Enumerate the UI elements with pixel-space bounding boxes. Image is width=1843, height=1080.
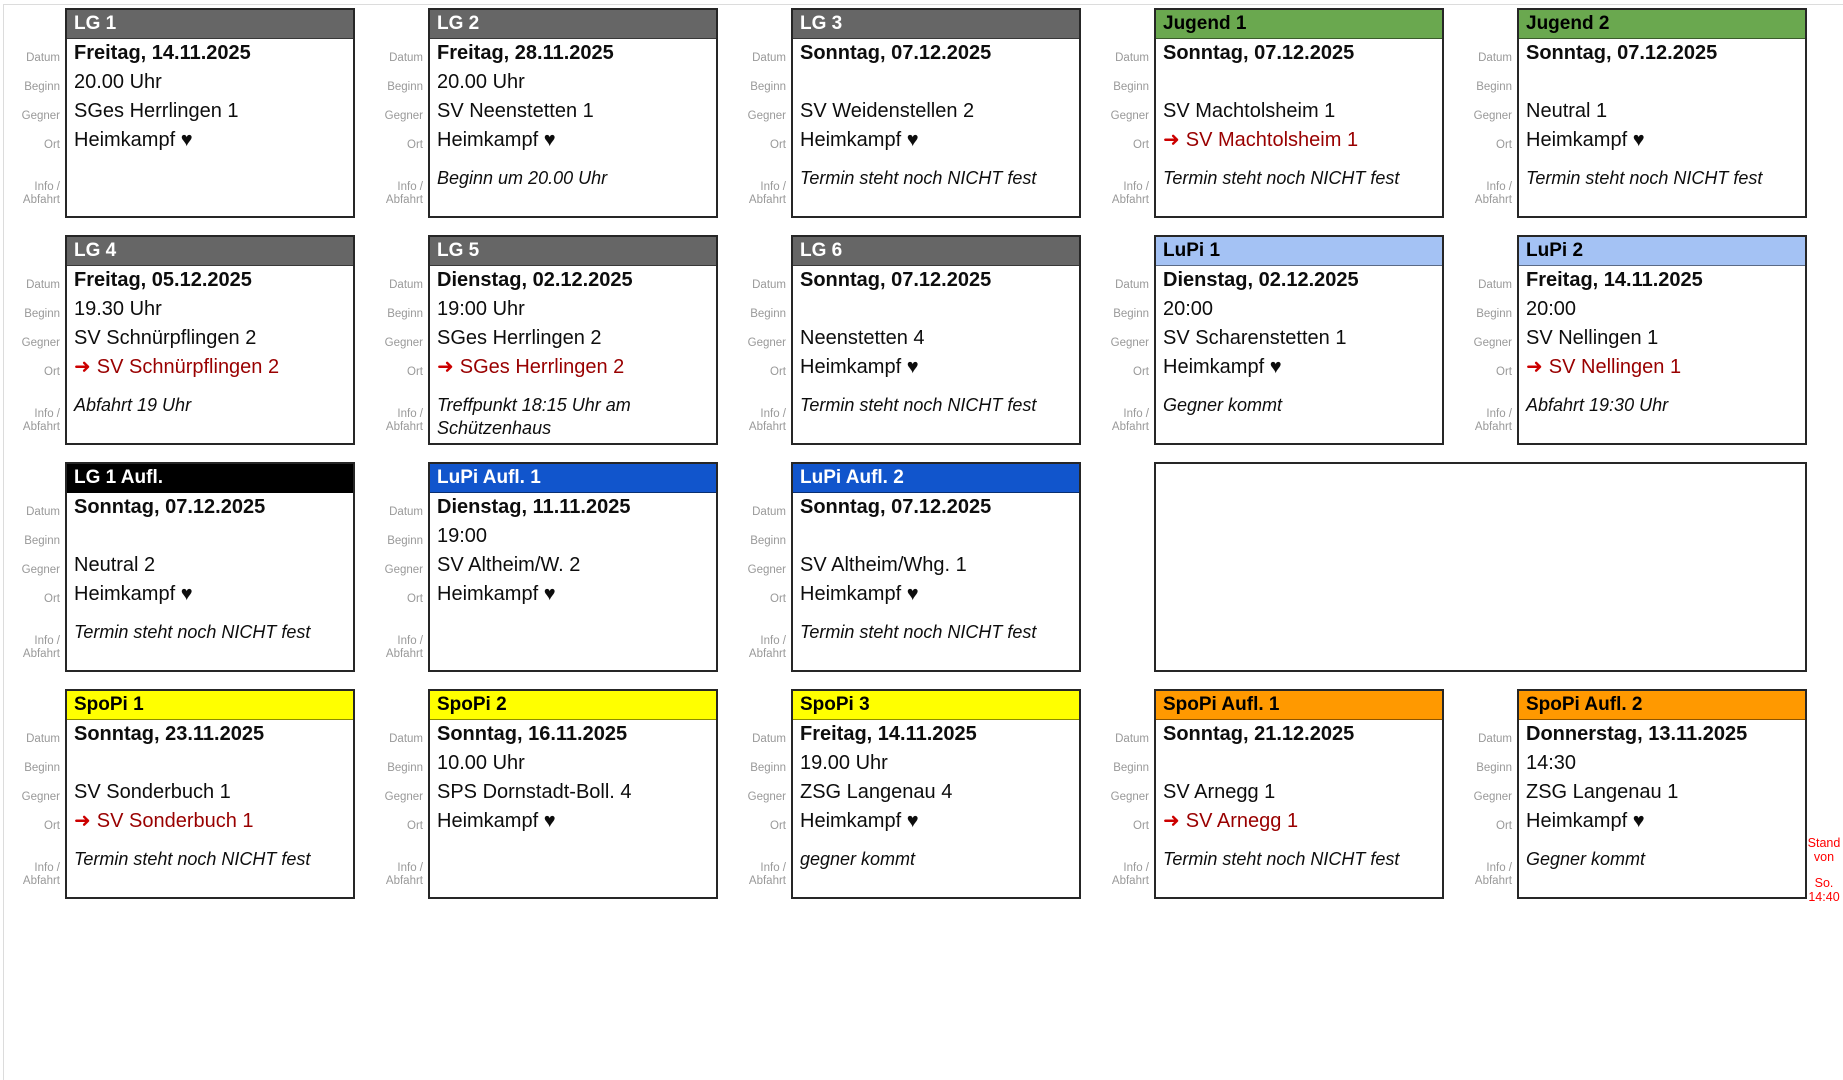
- stand-note-line: Stand: [1807, 836, 1841, 850]
- card-info-value: Termin steht noch NICHT fest: [1163, 168, 1400, 188]
- label-ort: Ort: [1133, 139, 1149, 151]
- label-info-abfahrt: Info / Abfahrt: [1111, 408, 1149, 433]
- label-info-abfahrt: Info / Abfahrt: [1111, 862, 1149, 887]
- label-info-abfahrt: Info / Abfahrt: [385, 181, 423, 206]
- team-card: [791, 8, 1081, 218]
- label-beginn: Beginn: [387, 81, 423, 93]
- stand-note: [1806, 836, 1842, 904]
- label-datum: Datum: [1478, 52, 1512, 64]
- label-datum: Datum: [26, 506, 60, 518]
- card-beginn-value: 20.00 Uhr: [437, 71, 525, 93]
- stand-note-line: von: [1813, 850, 1835, 864]
- away-arrow-icon: ➜: [437, 356, 454, 378]
- card-datum-value: Freitag, 14.11.2025: [800, 723, 977, 745]
- card-gegner-value: Neutral 2: [74, 554, 156, 576]
- stand-note-line: 14:40: [1808, 890, 1840, 904]
- label-beginn: Beginn: [24, 308, 60, 320]
- label-datum: Datum: [389, 279, 423, 291]
- card-ort-value: Heimkampf ♥: [74, 129, 193, 151]
- label-gegner: Gegner: [747, 564, 786, 576]
- card-datum-value: Sonntag, 21.12.2025: [1163, 723, 1355, 745]
- card-datum-value: Freitag, 14.11.2025: [74, 42, 251, 64]
- away-arrow-icon: ➜: [1526, 356, 1543, 378]
- card-beginn-value: [793, 68, 1079, 97]
- card-datum-value: Sonntag, 07.12.2025: [1526, 42, 1718, 64]
- card-title: LuPi Aufl. 2: [793, 464, 1079, 493]
- card-row-labels: [1452, 689, 1517, 899]
- card-row-labels: [726, 8, 791, 218]
- card-info-value: Abfahrt 19:30 Uhr: [1526, 395, 1669, 415]
- card-beginn-value: 19.30 Uhr: [74, 298, 162, 320]
- label-info-abfahrt: Info / Abfahrt: [748, 408, 786, 433]
- card-row-labels: [363, 235, 428, 445]
- label-beginn: Beginn: [24, 535, 60, 547]
- card-row-labels: [0, 8, 65, 218]
- label-info-abfahrt: Info / Abfahrt: [385, 408, 423, 433]
- label-gegner: Gegner: [21, 337, 60, 349]
- label-datum: Datum: [1478, 279, 1512, 291]
- card-info-value: Gegner kommt: [1163, 395, 1283, 415]
- empty-card-slot: [1154, 462, 1807, 672]
- card-beginn-value: 14:30: [1526, 752, 1577, 774]
- label-info-abfahrt: Info / Abfahrt: [385, 635, 423, 660]
- card-gegner-value: SPS Dornstadt-Boll. 4: [437, 781, 632, 803]
- label-gegner: Gegner: [1110, 337, 1149, 349]
- label-ort: Ort: [407, 366, 423, 378]
- card-ort-value: ➜ SV Sonderbuch 1: [74, 810, 254, 832]
- label-ort: Ort: [770, 593, 786, 605]
- away-arrow-icon: ➜: [1163, 129, 1180, 151]
- card-info-value: Treffpunkt 18:15 Uhr am Schützenhaus: [437, 395, 631, 438]
- card-gegner-value: SV Machtolsheim 1: [1163, 100, 1336, 122]
- label-beginn: Beginn: [387, 308, 423, 320]
- label-datum: Datum: [26, 733, 60, 745]
- label-ort: Ort: [44, 139, 60, 151]
- card-ort-value: Heimkampf ♥: [74, 583, 193, 605]
- card-info-value: Gegner kommt: [1526, 849, 1646, 869]
- card-info-value: Termin steht noch NICHT fest: [800, 622, 1037, 642]
- card-ort-value: ➜ SV Arnegg 1: [1163, 810, 1299, 832]
- label-datum: Datum: [389, 52, 423, 64]
- card-row-labels: [1452, 235, 1517, 445]
- card-ort-value: Heimkampf ♥: [437, 810, 556, 832]
- stand-note-line: So.: [1814, 876, 1834, 890]
- card-title: LG 1 Aufl.: [67, 464, 353, 493]
- card-ort-value: Heimkampf ♥: [1163, 356, 1282, 378]
- label-info-abfahrt: Info / Abfahrt: [22, 181, 60, 206]
- card-ort-value: ➜ SV Machtolsheim 1: [1163, 129, 1359, 151]
- card-ort-value: ➜ SV Nellingen 1: [1526, 356, 1682, 378]
- card-ort-value: Heimkampf ♥: [437, 129, 556, 151]
- label-beginn: Beginn: [387, 535, 423, 547]
- label-ort: Ort: [407, 820, 423, 832]
- label-datum: Datum: [389, 506, 423, 518]
- card-row-labels: [0, 689, 65, 899]
- card-info-value: [430, 609, 716, 670]
- card-ort-value: ➜ SV Schnürpflingen 2: [74, 356, 280, 378]
- label-gegner: Gegner: [1110, 110, 1149, 122]
- label-gegner: Gegner: [1110, 791, 1149, 803]
- label-info-abfahrt: Info / Abfahrt: [748, 635, 786, 660]
- card-title: LG 5: [430, 237, 716, 266]
- label-ort: Ort: [44, 366, 60, 378]
- card-datum-value: Sonntag, 07.12.2025: [74, 496, 266, 518]
- card-info-value: Termin steht noch NICHT fest: [74, 849, 311, 869]
- card-gegner-value: Neutral 1: [1526, 100, 1608, 122]
- card-beginn-value: 19:00: [437, 525, 488, 547]
- team-card: [65, 462, 355, 672]
- card-row-labels: [1089, 689, 1154, 899]
- label-beginn: Beginn: [1113, 308, 1149, 320]
- card-title: SpoPi 3: [793, 691, 1079, 720]
- card-info-value: Termin steht noch NICHT fest: [800, 168, 1037, 188]
- card-gegner-value: SV Altheim/Whg. 1: [800, 554, 967, 576]
- team-card: [65, 8, 355, 218]
- label-datum: Datum: [389, 733, 423, 745]
- card-row-labels: [1089, 8, 1154, 218]
- card-gegner-value: SGes Herrlingen 2: [437, 327, 602, 349]
- card-info-value: Termin steht noch NICHT fest: [74, 622, 311, 642]
- card-title: Jugend 2: [1519, 10, 1805, 39]
- label-info-abfahrt: Info / Abfahrt: [748, 181, 786, 206]
- label-beginn: Beginn: [1476, 308, 1512, 320]
- label-ort: Ort: [770, 139, 786, 151]
- label-beginn: Beginn: [1476, 762, 1512, 774]
- label-info-abfahrt: Info / Abfahrt: [1111, 181, 1149, 206]
- label-ort: Ort: [44, 820, 60, 832]
- label-gegner: Gegner: [384, 791, 423, 803]
- card-beginn-value: 19:00 Uhr: [437, 298, 525, 320]
- card-row-labels: [726, 689, 791, 899]
- label-datum: Datum: [26, 279, 60, 291]
- label-gegner: Gegner: [21, 791, 60, 803]
- label-gegner: Gegner: [747, 110, 786, 122]
- team-card: [1517, 235, 1807, 445]
- team-card: [428, 689, 718, 899]
- card-datum-value: Sonntag, 07.12.2025: [800, 496, 992, 518]
- label-gegner: Gegner: [747, 791, 786, 803]
- card-beginn-value: 20:00: [1526, 298, 1577, 320]
- label-beginn: Beginn: [24, 81, 60, 93]
- card-row-labels: [363, 8, 428, 218]
- card-beginn-value: [1156, 68, 1442, 97]
- card-row-labels: [363, 462, 428, 672]
- card-gegner-value: SV Sonderbuch 1: [74, 781, 231, 803]
- card-row-labels: [726, 462, 791, 672]
- card-info-value: Termin steht noch NICHT fest: [1526, 168, 1763, 188]
- label-gegner: Gegner: [1473, 110, 1512, 122]
- team-card: [1154, 8, 1444, 218]
- team-card: [791, 462, 1081, 672]
- card-gegner-value: ZSG Langenau 1: [1526, 781, 1679, 803]
- label-ort: Ort: [1496, 366, 1512, 378]
- card-ort-value: Heimkampf ♥: [437, 583, 556, 605]
- card-row-labels: [1452, 8, 1517, 218]
- label-gegner: Gegner: [384, 110, 423, 122]
- card-ort-value: Heimkampf ♥: [800, 356, 919, 378]
- card-datum-value: Sonntag, 07.12.2025: [1163, 42, 1355, 64]
- card-row-labels: [363, 689, 428, 899]
- team-card: [428, 235, 718, 445]
- label-datum: Datum: [1115, 279, 1149, 291]
- card-title: SpoPi 1: [67, 691, 353, 720]
- card-ort-value: Heimkampf ♥: [800, 583, 919, 605]
- label-ort: Ort: [407, 593, 423, 605]
- card-datum-value: Freitag, 28.11.2025: [437, 42, 614, 64]
- card-beginn-value: 20.00 Uhr: [74, 71, 162, 93]
- label-info-abfahrt: Info / Abfahrt: [22, 862, 60, 887]
- card-info-value: Beginn um 20.00 Uhr: [437, 168, 608, 188]
- label-ort: Ort: [1133, 366, 1149, 378]
- card-info-value: gegner kommt: [800, 849, 916, 869]
- card-title: LG 2: [430, 10, 716, 39]
- label-ort: Ort: [44, 593, 60, 605]
- card-beginn-value: [1519, 68, 1805, 97]
- card-datum-value: Sonntag, 16.11.2025: [437, 723, 628, 745]
- label-datum: Datum: [1478, 733, 1512, 745]
- card-row-labels: [726, 235, 791, 445]
- label-ort: Ort: [1496, 820, 1512, 832]
- label-beginn: Beginn: [750, 308, 786, 320]
- card-title: LG 6: [793, 237, 1079, 266]
- label-gegner: Gegner: [747, 337, 786, 349]
- label-beginn: Beginn: [750, 535, 786, 547]
- label-gegner: Gegner: [1473, 791, 1512, 803]
- label-info-abfahrt: Info / Abfahrt: [1474, 408, 1512, 433]
- card-datum-value: Sonntag, 23.11.2025: [74, 723, 265, 745]
- team-card: [1154, 689, 1444, 899]
- label-datum: Datum: [26, 52, 60, 64]
- card-beginn-value: 10.00 Uhr: [437, 752, 525, 774]
- label-beginn: Beginn: [1113, 81, 1149, 93]
- label-datum: Datum: [752, 279, 786, 291]
- label-info-abfahrt: Info / Abfahrt: [1474, 181, 1512, 206]
- card-ort-value: Heimkampf ♥: [800, 810, 919, 832]
- card-beginn-value: [1156, 749, 1442, 778]
- label-info-abfahrt: Info / Abfahrt: [748, 862, 786, 887]
- card-beginn-value: 20:00: [1163, 298, 1214, 320]
- away-arrow-icon: ➜: [74, 810, 91, 832]
- label-datum: Datum: [752, 52, 786, 64]
- card-title: LG 3: [793, 10, 1079, 39]
- team-card: [791, 689, 1081, 899]
- label-datum: Datum: [1115, 52, 1149, 64]
- card-title: SpoPi 2: [430, 691, 716, 720]
- card-ort-value: Heimkampf ♥: [1526, 810, 1645, 832]
- card-gegner-value: SGes Herrlingen 1: [74, 100, 239, 122]
- label-datum: Datum: [1115, 733, 1149, 745]
- card-datum-value: Dienstag, 02.12.2025: [1163, 269, 1359, 291]
- card-datum-value: Freitag, 14.11.2025: [1526, 269, 1703, 291]
- card-gegner-value: SV Neenstetten 1: [437, 100, 594, 122]
- team-card: [65, 689, 355, 899]
- card-gegner-value: Neenstetten 4: [800, 327, 925, 349]
- team-card: [428, 462, 718, 672]
- card-gegner-value: SV Schnürpflingen 2: [74, 327, 257, 349]
- card-ort-value: Heimkampf ♥: [800, 129, 919, 151]
- card-info-value: Abfahrt 19 Uhr: [74, 395, 192, 415]
- card-datum-value: Donnerstag, 13.11.2025: [1526, 723, 1748, 745]
- card-beginn-value: [67, 749, 353, 778]
- card-info-value: Termin steht noch NICHT fest: [800, 395, 1037, 415]
- card-ort-value: Heimkampf ♥: [1526, 129, 1645, 151]
- card-gegner-value: SV Scharenstetten 1: [1163, 327, 1347, 349]
- card-beginn-value: [793, 522, 1079, 551]
- label-beginn: Beginn: [387, 762, 423, 774]
- away-arrow-icon: ➜: [1163, 810, 1180, 832]
- label-info-abfahrt: Info / Abfahrt: [22, 408, 60, 433]
- card-beginn-value: 19.00 Uhr: [800, 752, 888, 774]
- label-beginn: Beginn: [1476, 81, 1512, 93]
- team-card: [1517, 8, 1807, 218]
- label-ort: Ort: [407, 139, 423, 151]
- team-card: [1517, 689, 1807, 899]
- card-row-labels: [0, 235, 65, 445]
- card-datum-value: Sonntag, 07.12.2025: [800, 269, 992, 291]
- team-card: [428, 8, 718, 218]
- label-gegner: Gegner: [384, 337, 423, 349]
- card-datum-value: Freitag, 05.12.2025: [74, 269, 252, 291]
- card-datum-value: Dienstag, 11.11.2025: [437, 496, 631, 518]
- card-title: LuPi 2: [1519, 237, 1805, 266]
- card-info-value: Termin steht noch NICHT fest: [1163, 849, 1400, 869]
- card-gegner-value: SV Altheim/W. 2: [437, 554, 581, 576]
- label-info-abfahrt: Info / Abfahrt: [22, 635, 60, 660]
- card-title: LG 4: [67, 237, 353, 266]
- team-card: [791, 235, 1081, 445]
- label-ort: Ort: [770, 820, 786, 832]
- away-arrow-icon: ➜: [74, 356, 91, 378]
- cards-grid: [0, 8, 1807, 899]
- label-beginn: Beginn: [750, 81, 786, 93]
- card-title: SpoPi Aufl. 2: [1519, 691, 1805, 720]
- label-gegner: Gegner: [384, 564, 423, 576]
- label-info-abfahrt: Info / Abfahrt: [1474, 862, 1512, 887]
- card-datum-value: Dienstag, 02.12.2025: [437, 269, 633, 291]
- card-ort-value: ➜ SGes Herrlingen 2: [437, 356, 625, 378]
- card-gegner-value: ZSG Langenau 4: [800, 781, 953, 803]
- label-ort: Ort: [770, 366, 786, 378]
- card-info-value: [430, 836, 716, 897]
- card-info-value: [67, 155, 353, 216]
- label-datum: Datum: [752, 733, 786, 745]
- card-title: LG 1: [67, 10, 353, 39]
- team-card: [65, 235, 355, 445]
- label-beginn: Beginn: [24, 762, 60, 774]
- card-gegner-value: SV Weidenstellen 2: [800, 100, 975, 122]
- card-datum-value: Sonntag, 07.12.2025: [800, 42, 992, 64]
- label-gegner: Gegner: [1473, 337, 1512, 349]
- card-beginn-value: [67, 522, 353, 551]
- card-gegner-value: SV Arnegg 1: [1163, 781, 1276, 803]
- label-gegner: Gegner: [21, 564, 60, 576]
- card-title: LuPi Aufl. 1: [430, 464, 716, 493]
- team-card: [1154, 235, 1444, 445]
- label-info-abfahrt: Info / Abfahrt: [385, 862, 423, 887]
- label-ort: Ort: [1133, 820, 1149, 832]
- label-beginn: Beginn: [750, 762, 786, 774]
- card-title: LuPi 1: [1156, 237, 1442, 266]
- card-title: SpoPi Aufl. 1: [1156, 691, 1442, 720]
- label-beginn: Beginn: [1113, 762, 1149, 774]
- label-datum: Datum: [752, 506, 786, 518]
- card-beginn-value: [793, 295, 1079, 324]
- card-gegner-value: SV Nellingen 1: [1526, 327, 1659, 349]
- card-title: Jugend 1: [1156, 10, 1442, 39]
- card-row-labels: [1089, 235, 1154, 445]
- card-row-labels: [0, 462, 65, 672]
- label-ort: Ort: [1496, 139, 1512, 151]
- label-gegner: Gegner: [21, 110, 60, 122]
